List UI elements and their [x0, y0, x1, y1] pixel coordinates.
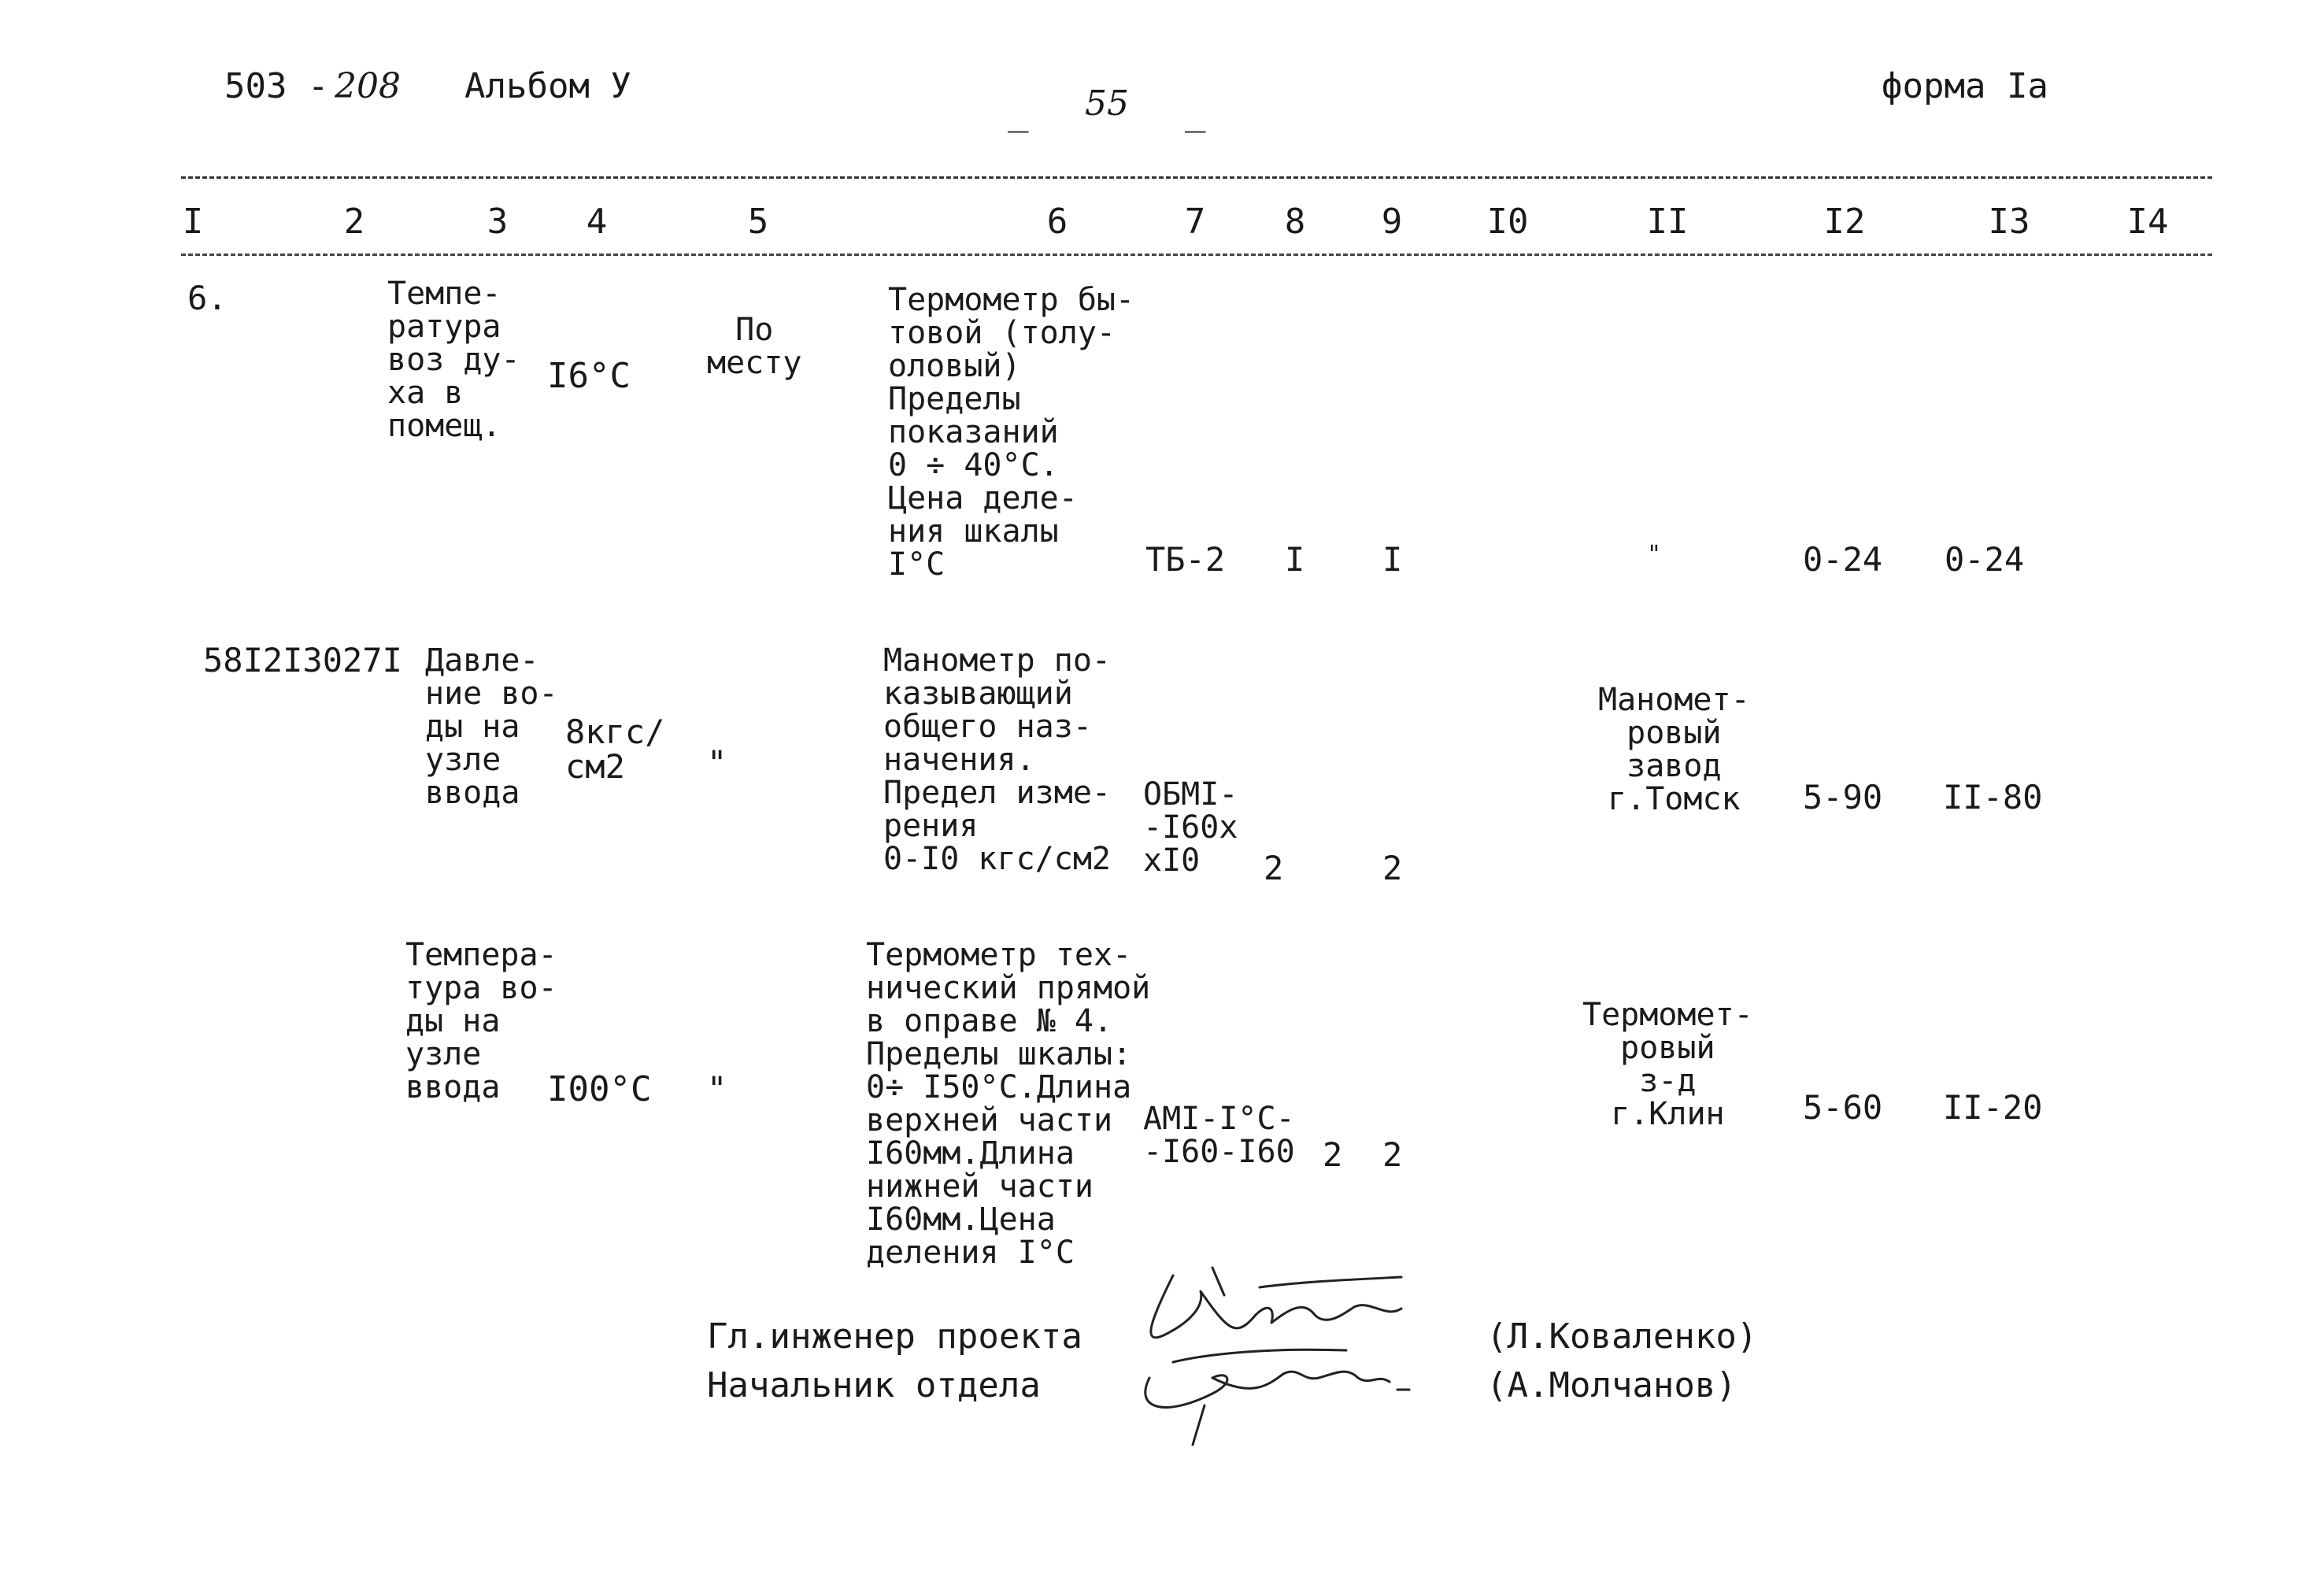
item-code: 58I2I3027I: [203, 641, 402, 679]
range-value: 0-24: [1945, 540, 2025, 579]
install-location: ": [707, 1069, 727, 1108]
manufacturer: ": [1647, 541, 1662, 568]
quantity: I: [1382, 540, 1403, 579]
quantity: 2: [1323, 1135, 1343, 1174]
column-number: I: [182, 202, 204, 242]
column-number: I0: [1486, 202, 1529, 242]
doc-code: 503 -: [224, 66, 329, 106]
device-description: Термометр бы- товой (толу- оловый) Пределы показаний 0 ÷ 40°С. Цена деле- ния шкалы I°C: [888, 282, 1135, 583]
parameter-name: Темпера- тура во- ды на узле ввода: [405, 937, 557, 1105]
page-number: 55: [1085, 83, 1129, 124]
page-dash-left: _: [1008, 93, 1029, 133]
column-number: 6: [1046, 202, 1068, 242]
column-number: 2: [343, 202, 365, 242]
page-dash-right: _: [1185, 93, 1206, 133]
parameter-name: Темпе- ратура воз ду- ха в помещ.: [387, 276, 520, 444]
signer-name: (А.Молчанов): [1486, 1365, 1737, 1405]
device-type: АМI-I°C- -I60-I60: [1143, 1101, 1295, 1170]
parameter-value: 8кгс/ см2: [565, 713, 665, 786]
column-number: I2: [1823, 202, 1866, 242]
range-value: II-20: [1943, 1088, 2043, 1127]
handwritten-signatures: [1118, 1260, 1480, 1464]
album-label: Альбом У: [464, 66, 631, 106]
quantity: 2: [1382, 1135, 1403, 1174]
column-number: 4: [586, 202, 608, 242]
column-number: I3: [1988, 202, 2030, 242]
quantity: 2: [1382, 849, 1403, 887]
column-number: II: [1646, 202, 1689, 242]
header-rule-bottom: [181, 254, 2212, 256]
range-value: 5-90: [1803, 778, 1883, 816]
column-number: 9: [1381, 202, 1403, 242]
parameter-value: I00°C: [547, 1069, 652, 1109]
form-label: форма Iа: [1882, 66, 2048, 106]
device-description: Манометр по- казывающий общего наз- начения. Предел изме- рения 0-I0 кгс/см2: [883, 642, 1111, 877]
manufacturer: Маномет- ровый завод г.Томск: [1598, 682, 1750, 817]
quantity: I: [1285, 540, 1305, 579]
device-type: ТБ-2: [1145, 540, 1226, 579]
parameter-name: Давле- ние во- ды на узле ввода: [425, 642, 558, 811]
range-value: II-80: [1943, 778, 2043, 816]
row-number: 6.: [187, 279, 228, 317]
signer-role: Гл.инженер проекта: [707, 1316, 1082, 1357]
install-location: ": [707, 743, 727, 782]
column-number: 3: [487, 202, 509, 242]
column-number: I4: [2126, 202, 2169, 242]
device-type: ОБМI- -I60х хI0: [1143, 776, 1238, 879]
doc-sub: 208: [335, 66, 401, 106]
signer-name: (Л.Коваленко): [1486, 1316, 1758, 1357]
column-number: 8: [1284, 202, 1306, 242]
range-value: 5-60: [1803, 1088, 1883, 1127]
quantity: 2: [1264, 849, 1284, 887]
range-value: 0-24: [1803, 540, 1883, 579]
header-rule-top: [181, 176, 2212, 179]
parameter-value: I6°C: [547, 356, 631, 396]
device-description: Термометр тех- нический прямой в оправе № 4. Пределы шкалы: 0÷ I50°C.Длина верхней части I60мм.Длина нижней части I60мм.Цена деления I°C: [866, 937, 1151, 1271]
signer-role: Начальник отдела: [707, 1365, 1041, 1405]
manufacturer: Термомет- ровый з-д г.Клин: [1582, 997, 1753, 1132]
column-number: 5: [747, 202, 769, 242]
install-location: По месту: [707, 312, 802, 381]
column-number: 7: [1184, 202, 1206, 242]
